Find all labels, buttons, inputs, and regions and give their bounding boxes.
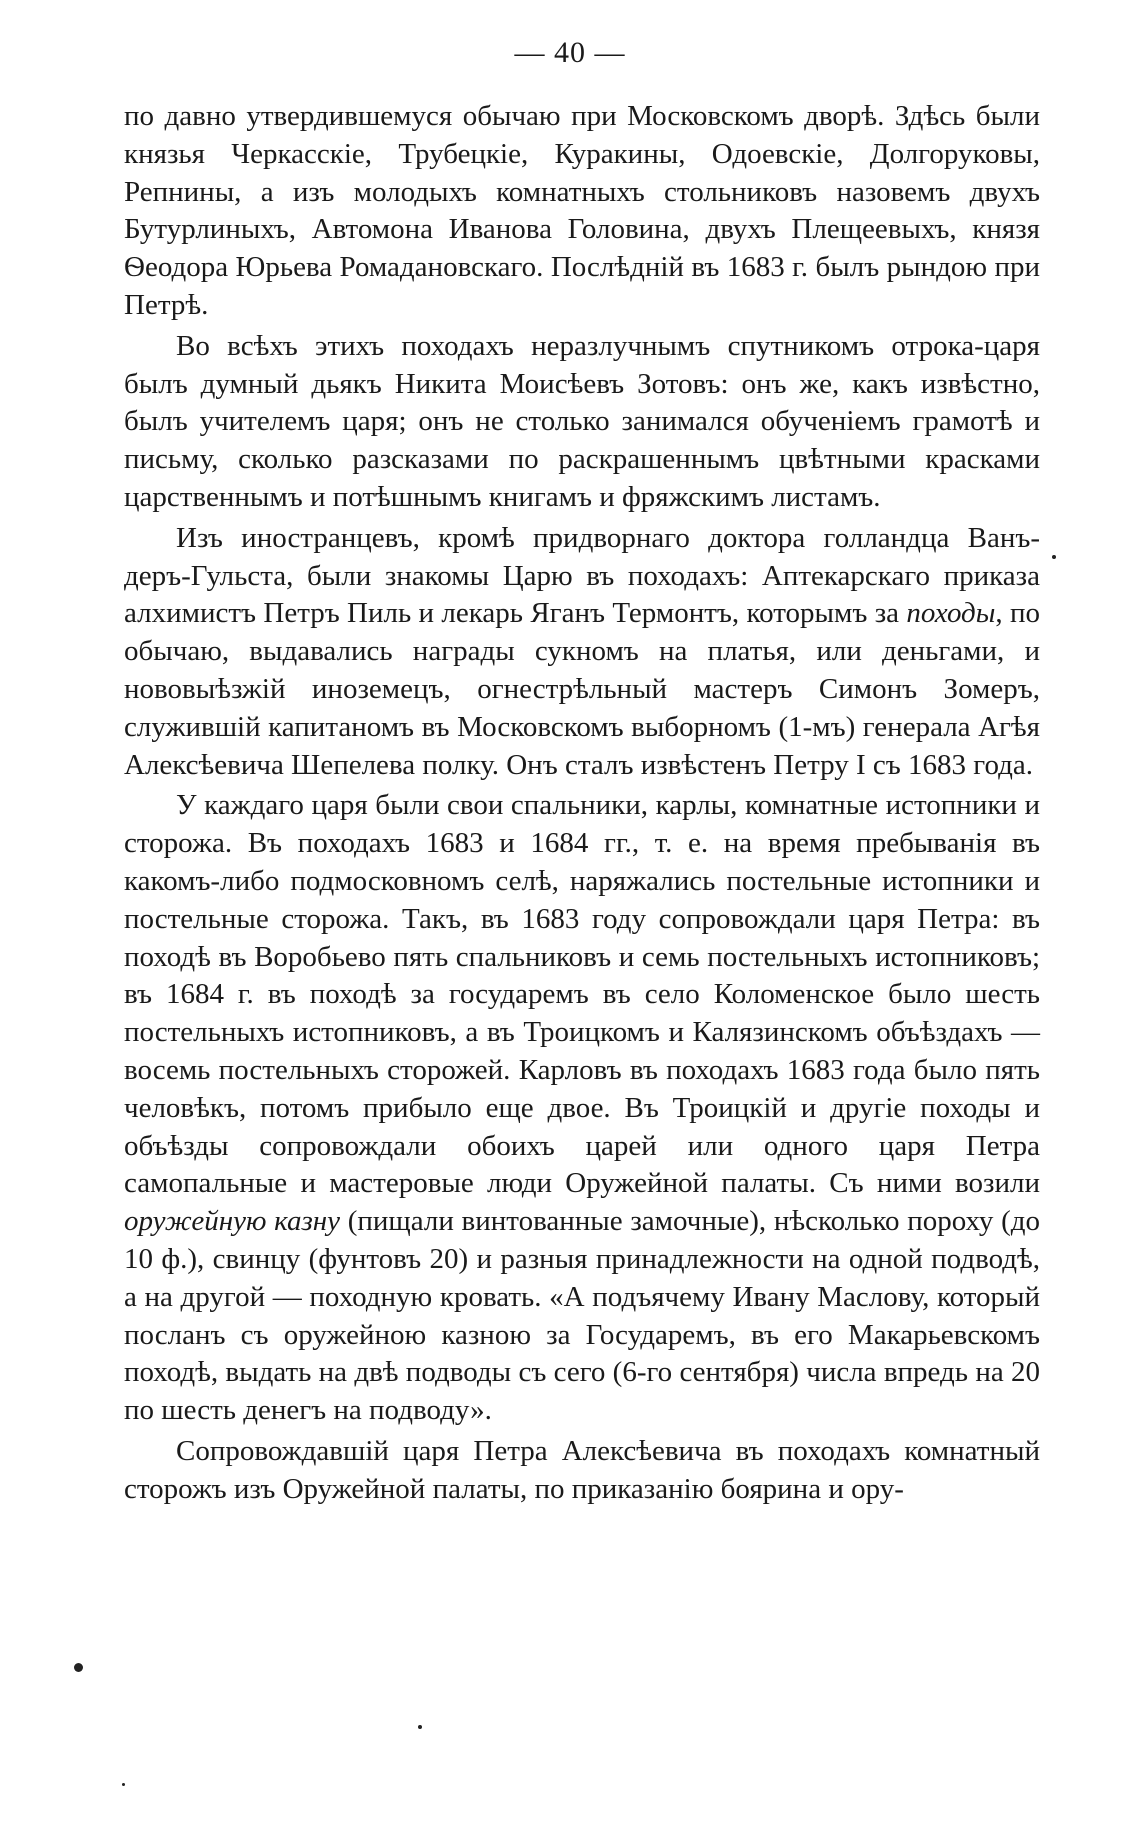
paragraph-1: по давно утвердившемуся обычаю при Московскомъ дворѣ. Здѣсь были князья Черкасскіе, Трубецкіе, Куракины, Одоевскіе, Долгоруковы, Репнины, а изъ молодыхъ комнатныхъ стольниковъ назовемъ двухъ Бутурлиныхъ, Автомона Иванова Головина, двухъ Плещеевыхъ, князя Ѳеодора Юрьева Ромадановскаго. Послѣдній въ 1683 г. былъ рындою при Петрѣ.	[124, 100, 1040, 321]
scan-speck-4	[122, 1783, 125, 1786]
paragraph-3	[124, 520, 1040, 785]
paragraph-3-italic: походы	[906, 597, 996, 630]
paragraph-2: Во всѣхъ этихъ походахъ неразлучнымъ спутникомъ отрока-царя былъ думный дьякъ Никита Моисѣевъ Зотовъ: онъ же, какъ извѣстно, былъ учителемъ царя; онъ не столько занимался обученіемъ грамотѣ и письму, сколько разсказами по раскрашеннымъ цвѣтными красками царственнымъ и потѣшнымъ книгамъ и фряжскимъ листамъ.	[124, 329, 1040, 513]
scan-speck-3	[418, 1725, 422, 1729]
paragraph-4	[124, 787, 1040, 1430]
paragraph-3-text-before: Изъ иностранцевъ, кромѣ придворнаго доктора голландца Ванъ-деръ-Гульста, были знакомы Царю въ походахъ: Аптекарскаго приказа алхимистъ Петръ Пиль и лекарь Яганъ Термонтъ, которымъ за	[124, 521, 1040, 630]
paragraph-3-text-after: , по обычаю, выдавались награды сукномъ на платья, или деньгами, и нововыѣзжій иноземецъ, огнестрѣльный мастеръ Симонъ Зомеръ, служившій капитаномъ въ Московскомъ выборномъ (1-мъ) генерала Агѣя Алексѣевича Шепелева полку. Онъ сталъ извѣстенъ Петру I съ 1683 года.	[124, 597, 1040, 781]
body-text	[124, 98, 1040, 1511]
paragraph-5: Сопровождавшій царя Петра Алексѣевича въ походахъ комнатный сторожъ изъ Оружейной палаты, по приказанію боярина и ору-	[124, 1434, 1040, 1505]
paragraph-4-text-before: У каждаго царя были свои спальники, карлы, комнатные истопники и сторожа. Въ походахъ 1683 и 1684 гг., т. е. на время пребыванія въ какомъ-либо подмосковномъ селѣ, наряжались постельные истопники и постельные сторожа. Такъ, въ 1683 году сопровождали царя Петра: въ походѣ въ Воробьево пять спальниковъ и семь постельныхъ истопниковъ; въ 1684 г. въ походѣ за государемъ въ село Коломенское было шесть постельныхъ истопниковъ, а въ Троицкомъ и Калязинскомъ объѣздахъ — восемь постельныхъ сторожей. Карловъ въ походахъ 1683 года было пять человѣкъ, потомъ прибыло еще двое. Въ Троицкій и другіе походы и объѣзды сопровождали обоихъ царей или одного царя Петра самопальные и мастеровые люди Оружейной палаты. Съ ними возили	[124, 789, 1040, 1200]
paragraph-4-italic: оружейную казну	[124, 1205, 341, 1238]
scan-speck-2	[74, 1663, 83, 1672]
page-number: — 40 —	[514, 36, 626, 69]
scan-speck-1	[1052, 555, 1056, 559]
paragraph-4-text-after: (пищали винтованные замочные), нѣсколько пороху (до 10 ф.), свинцу (фунтовъ 20) и разныя принадлежности на одной подводѣ, а на другой — походную кровать. «А подъячему Ивану Маслову, который посланъ съ оружейною казною за Государемъ, въ его Макарьевскомъ походѣ, выдать на двѣ подводы съ сего (6-го сентября) числа впредь на 20 по шесть денегъ на подводу».	[124, 1205, 1040, 1427]
